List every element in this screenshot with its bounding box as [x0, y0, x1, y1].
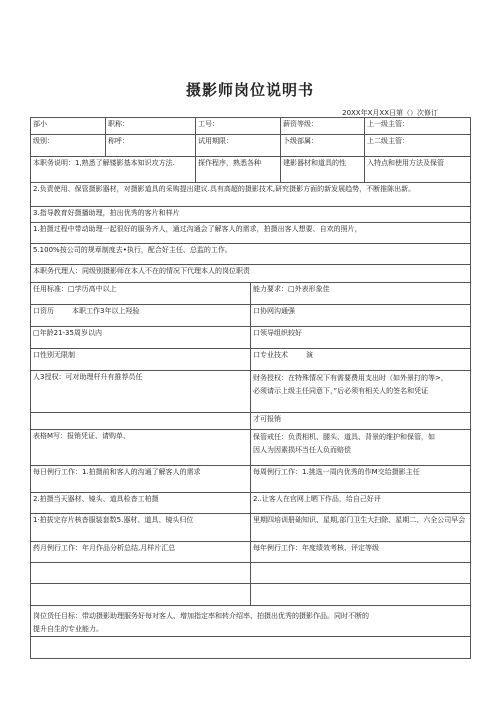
goal-line: 提升自生的专业能力。 — [33, 625, 103, 633]
table-row — [31, 349, 471, 371]
table-row — [31, 265, 471, 283]
level-cell: 级别： — [31, 135, 106, 156]
personnel-authority: 人3授权：可对助理杆升有推荐员任 — [31, 371, 251, 412]
gender-requirement: 口性别无限制 — [31, 349, 251, 370]
table-row — [31, 563, 471, 584]
appellation-cell: 称呼： — [106, 135, 196, 156]
daily-routine-item: 1·拍拔完存片核杳服装套数5.器材、道具、镜头归位 — [31, 514, 251, 541]
custody-line: 保管戒任：负责相机、腿头、道具、背景的维护和保管，如 — [253, 433, 435, 441]
duty-item: 3.指导教育好摄播助理，拍出优秀的客片和样片 — [31, 207, 471, 222]
empty-cell — [251, 584, 471, 605]
empty-cell — [31, 563, 251, 583]
subordinates-cell: 卜级部属： — [281, 135, 365, 156]
revision-date: 20XX年X月XX日第（）次修订 — [342, 109, 438, 117]
table-row — [31, 637, 471, 659]
table-row — [31, 584, 471, 606]
custody-responsibility — [251, 430, 471, 465]
table-row — [31, 327, 471, 349]
communication-requirement: 口协网沟通强 — [251, 305, 471, 326]
duty-item: 1.拍摄过程中带动助理一起很好的服务齐人，通过沟通会了解客人的需求，拍摄出客人想要、自欢的照片， — [31, 223, 471, 243]
table-row — [31, 183, 471, 207]
weekly-routine-item: 2..让客人在官网上晒下作品，给自己好评 — [251, 493, 471, 513]
finance-line: 必须请示上级主任同意下，”后必须有相关人的签名和凭证 — [253, 387, 429, 395]
second-supervisor-cell: 上二级主管： — [365, 135, 471, 156]
leadership-requirement: 口领导组织较好 — [251, 327, 471, 348]
table-row — [31, 135, 471, 157]
finance-authority — [251, 371, 471, 412]
table-row — [31, 305, 471, 327]
daily-routine-item: 2.拍摄当天器材、镜头、道具检杳工柏摄 — [31, 493, 251, 513]
duty-item: 5.100%按公司的规章制度去•执行，配合好主任、总监的工作。 — [31, 244, 471, 264]
table-row — [31, 244, 471, 265]
goal-line: 岗位货任目标：带动摄影助理服务好每对客人、增加指定率和转介绍率、拍摄出优秀的摄影作品。同时不断的 — [33, 612, 369, 620]
probation-cell: 试用期限： — [196, 135, 281, 156]
weekly-routine: 每周例行工作：1.挑选一周内优秀的作M交给摄影主任 — [251, 466, 471, 492]
supervisor-cell: 上一级主管： — [365, 118, 471, 134]
technical-suffix: 演 — [306, 351, 313, 359]
department-cell: 部小 — [31, 118, 106, 134]
table-row — [31, 207, 471, 223]
table-row — [31, 223, 471, 244]
job-description-table — [30, 117, 471, 659]
table-row — [31, 514, 471, 542]
experience-value: 本职工作3年以上羟验 — [72, 307, 140, 315]
hiring-standard: 任用标准：□学历高中以上 — [31, 283, 251, 304]
page-title: 摄影师岗位说明书 — [185, 81, 314, 99]
table-row — [31, 430, 471, 466]
duty-description-cont-2: 建影器材和道具的性 — [281, 157, 365, 182]
duty-description-cell: 本职务说明：1,熟悉了解镂影基本知识攻方法. — [31, 157, 196, 182]
technical-label: 口专业技术 — [253, 351, 288, 359]
salary-grade-cell: 薪资等级： — [281, 118, 365, 134]
table-row — [31, 413, 471, 430]
daily-routine: 每日例行工作：1.拍摄前和客人的沟通了解客人的需求 — [31, 466, 251, 492]
weekly-routine-item: 里期四培训册础知识、星期,部门卫生大扫除、星期二、六全公司早会 — [251, 514, 471, 541]
table-row — [31, 606, 471, 637]
responsibility-goal — [31, 606, 471, 636]
monthly-routine: 药月例行工作：年月作品分析总结,月样片汇总 — [31, 542, 251, 562]
finance-line: 才可报销 — [251, 413, 471, 429]
empty-cell — [31, 637, 471, 658]
yearly-routine: 每年例行工作：年度绩效考核、评定等级 — [251, 542, 471, 562]
experience-label: 口资历 — [33, 307, 54, 315]
duty-item: 2.负责使用、保管摄影器材，对摄影道具的采购提出建议.具有高超的摄影技术,研究摄影方面的新发展趋势，不断推陈出新。 — [31, 183, 471, 206]
table-row — [31, 118, 471, 135]
forms-filled: 表格M写：报销凭证、请购单、 — [31, 430, 251, 465]
table-row — [31, 542, 471, 563]
deputy-description: 本职务代理人：同级别摄影师在本人不在的情况下代理本人的岗位职责 — [31, 265, 471, 282]
table-row — [31, 493, 471, 514]
empty-cell — [31, 584, 251, 605]
experience-requirement — [31, 305, 251, 326]
finance-line: 财务授权：在特殊情况下有需要费用支出时（如外景打的等>， — [253, 374, 448, 382]
age-requirement: □年龄21-35周岁以内 — [31, 327, 251, 348]
empty-cell — [31, 413, 251, 429]
employee-id-cell: 工号： — [196, 118, 281, 134]
duty-description-cont-1: 探作程序，熟悉各种 — [196, 157, 281, 182]
table-row — [31, 283, 471, 305]
duty-description-cont-3: 入特点和使用方法及保管 — [365, 157, 471, 182]
table-row — [31, 466, 471, 493]
technical-requirement — [251, 349, 471, 370]
empty-cell — [251, 563, 471, 583]
title-cell: 职称： — [106, 118, 196, 134]
table-row — [31, 157, 471, 183]
table-row — [31, 371, 471, 413]
ability-requirement: 能力要求：□外表形象佳 — [251, 283, 471, 304]
custody-line: 因人为因素损坏当任人负而赔偿 — [253, 446, 351, 454]
